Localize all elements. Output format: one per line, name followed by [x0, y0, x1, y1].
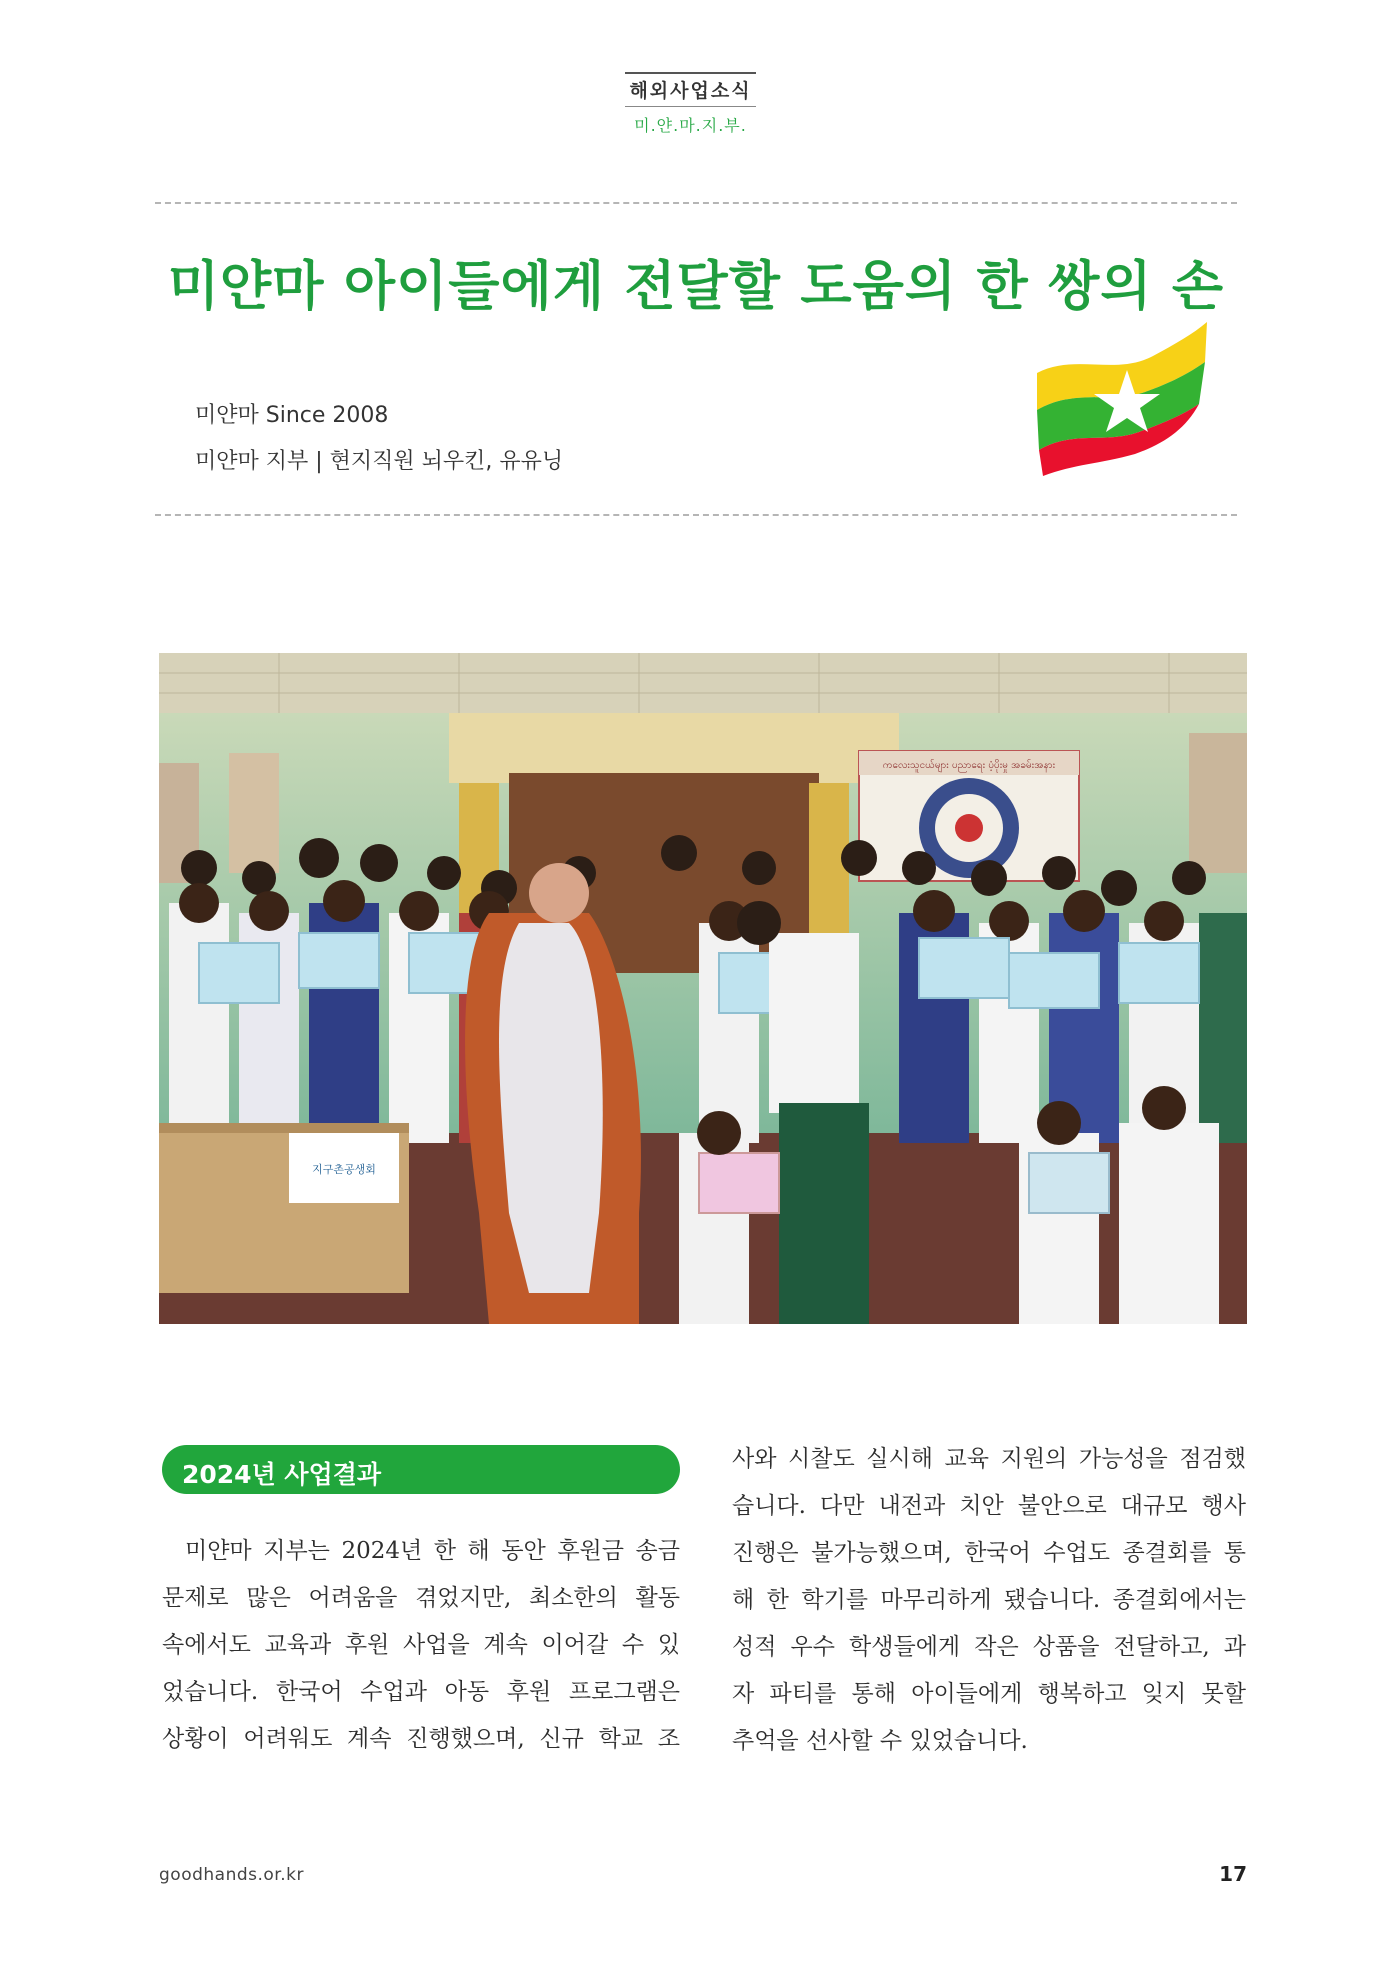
- page-title: 미얀마 아이들에게 전달할 도움의 한 쌍의 손: [167, 255, 1225, 317]
- section-subhead: 2024년 사업결과: [162, 1445, 680, 1494]
- section-subtitle: 미.얀.마.지.부.: [634, 116, 747, 135]
- col2-line: 진행은 불가능했으며, 한국어 수업도 종결회를 통: [732, 1540, 1246, 1566]
- meta-branch-staff: 미얀마 지부 | 현지직원 뇌우킨, 유유닝: [195, 449, 564, 474]
- col2-line: 해 한 학기를 마무리하게 됐습니다. 종결회에서는: [732, 1587, 1246, 1613]
- col1-line: 속에서도 교육과 후원 사업을 계속 이어갈 수 있: [162, 1632, 680, 1658]
- col1-line: 상황이 어려워도 계속 진행했으며, 신규 학교 조: [162, 1726, 680, 1752]
- top-divider: [155, 202, 1237, 204]
- event-photo: [159, 653, 1247, 1324]
- photo-banner-text: ကလေးသူငယ်များ ပညာရေး ပံ့ပိုးမှု အခမ်းအနား: [882, 760, 1056, 771]
- col1-line: 문제로 많은 어려움을 겪었지만, 최소한의 활동: [162, 1585, 680, 1611]
- col2-line: 사와 시찰도 실시해 교육 지원의 가능성을 점검했: [732, 1446, 1246, 1472]
- section-header: [0, 72, 1381, 136]
- col2-line: 자 파티를 통해 아이들에게 행복하고 잊지 못할: [732, 1681, 1246, 1707]
- footer-url[interactable]: goodhands.or.kr: [159, 1865, 304, 1885]
- col1-line: 미얀마 지부는 2024년 한 해 동안 후원금 송금: [185, 1538, 680, 1564]
- box-label: 지구촌공생회: [312, 1163, 376, 1176]
- article-column-2: [732, 1436, 1246, 1765]
- meta-divider: [155, 514, 1237, 516]
- article-column-1: [162, 1528, 680, 1763]
- meta-since: 미얀마 Since 2008: [195, 403, 389, 428]
- section-title: 해외사업소식: [625, 72, 755, 107]
- col2-line: 추억을 선사할 수 있었습니다.: [732, 1728, 1028, 1754]
- page-number: 17: [1219, 1862, 1247, 1886]
- myanmar-flag-icon: [1035, 318, 1210, 478]
- col2-line: 습니다. 다만 내전과 치안 불안으로 대규모 행사: [732, 1493, 1246, 1519]
- col2-line: 성적 우수 학생들에게 작은 상품을 전달하고, 과: [732, 1634, 1246, 1660]
- col1-line: 었습니다. 한국어 수업과 아동 후원 프로그램은: [162, 1679, 680, 1705]
